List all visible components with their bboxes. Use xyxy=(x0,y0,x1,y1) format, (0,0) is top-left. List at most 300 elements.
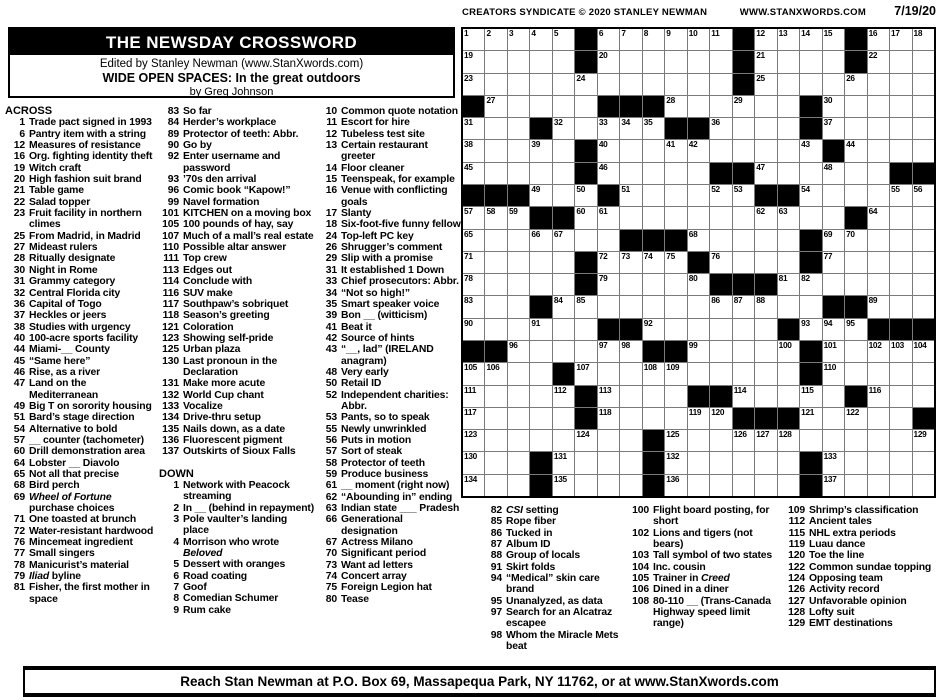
grid-cell[interactable] xyxy=(913,274,934,295)
grid-cell[interactable] xyxy=(800,29,821,50)
grid-cell[interactable] xyxy=(530,163,551,184)
grid-cell[interactable] xyxy=(688,207,709,228)
grid-cell[interactable] xyxy=(890,408,911,429)
grid-cell[interactable] xyxy=(508,74,529,95)
grid-cell[interactable] xyxy=(823,74,844,95)
grid-cell[interactable] xyxy=(530,408,551,429)
grid-cell[interactable] xyxy=(665,185,686,206)
grid-cell[interactable] xyxy=(665,252,686,273)
grid-cell[interactable] xyxy=(643,29,664,50)
grid-cell[interactable] xyxy=(688,29,709,50)
grid-cell[interactable] xyxy=(755,207,776,228)
grid-cell[interactable] xyxy=(890,363,911,384)
grid-cell[interactable] xyxy=(598,452,619,473)
grid-cell[interactable] xyxy=(643,274,664,295)
grid-cell[interactable] xyxy=(755,452,776,473)
grid-cell[interactable] xyxy=(778,163,799,184)
grid-cell[interactable] xyxy=(620,207,641,228)
grid-cell[interactable] xyxy=(665,475,686,496)
grid-cell[interactable] xyxy=(508,452,529,473)
grid-cell[interactable] xyxy=(643,386,664,407)
grid-cell[interactable] xyxy=(913,296,934,317)
grid-cell[interactable] xyxy=(553,185,574,206)
grid-cell[interactable] xyxy=(598,230,619,251)
grid-cell[interactable] xyxy=(710,140,731,161)
grid-cell[interactable] xyxy=(665,452,686,473)
grid-cell[interactable] xyxy=(868,51,889,72)
grid-cell[interactable] xyxy=(665,140,686,161)
grid-cell[interactable] xyxy=(643,118,664,139)
grid-cell[interactable] xyxy=(463,452,484,473)
grid-cell[interactable] xyxy=(823,274,844,295)
grid-cell[interactable] xyxy=(485,29,506,50)
grid-cell[interactable] xyxy=(688,274,709,295)
grid-cell[interactable] xyxy=(508,408,529,429)
grid-cell[interactable] xyxy=(598,341,619,362)
grid-cell[interactable] xyxy=(598,29,619,50)
grid-cell[interactable] xyxy=(508,252,529,273)
grid-cell[interactable] xyxy=(890,274,911,295)
grid-cell[interactable] xyxy=(890,140,911,161)
grid-cell[interactable] xyxy=(485,51,506,72)
grid-cell[interactable] xyxy=(553,140,574,161)
grid-cell[interactable] xyxy=(913,29,934,50)
grid-cell[interactable] xyxy=(778,341,799,362)
grid-cell[interactable] xyxy=(485,252,506,273)
grid-cell[interactable] xyxy=(530,29,551,50)
grid-cell[interactable] xyxy=(778,252,799,273)
grid-cell[interactable] xyxy=(845,118,866,139)
grid-cell[interactable] xyxy=(463,430,484,451)
grid-cell[interactable] xyxy=(755,430,776,451)
grid-cell[interactable] xyxy=(688,185,709,206)
grid-cell[interactable] xyxy=(778,363,799,384)
grid-cell[interactable] xyxy=(643,252,664,273)
grid-cell[interactable] xyxy=(530,230,551,251)
grid-cell[interactable] xyxy=(485,408,506,429)
grid-cell[interactable] xyxy=(643,163,664,184)
grid-cell[interactable] xyxy=(530,319,551,340)
grid-cell[interactable] xyxy=(800,430,821,451)
grid-cell[interactable] xyxy=(463,140,484,161)
grid-cell[interactable] xyxy=(485,74,506,95)
grid-cell[interactable] xyxy=(823,163,844,184)
grid-cell[interactable] xyxy=(620,140,641,161)
grid-cell[interactable] xyxy=(643,408,664,429)
grid-cell[interactable] xyxy=(845,475,866,496)
grid-cell[interactable] xyxy=(778,475,799,496)
grid-cell[interactable] xyxy=(688,408,709,429)
grid-cell[interactable] xyxy=(845,363,866,384)
grid-cell[interactable] xyxy=(688,230,709,251)
grid-cell[interactable] xyxy=(553,430,574,451)
grid-cell[interactable] xyxy=(733,296,754,317)
grid-cell[interactable] xyxy=(778,118,799,139)
grid-cell[interactable] xyxy=(620,408,641,429)
grid-cell[interactable] xyxy=(845,319,866,340)
grid-cell[interactable] xyxy=(530,74,551,95)
grid-cell[interactable] xyxy=(665,207,686,228)
grid-cell[interactable] xyxy=(553,386,574,407)
grid-cell[interactable] xyxy=(778,29,799,50)
grid-cell[interactable] xyxy=(890,29,911,50)
grid-cell[interactable] xyxy=(755,475,776,496)
grid-cell[interactable] xyxy=(755,341,776,362)
grid-cell[interactable] xyxy=(485,363,506,384)
grid-cell[interactable] xyxy=(778,274,799,295)
grid-cell[interactable] xyxy=(800,207,821,228)
grid-cell[interactable] xyxy=(800,163,821,184)
grid-cell[interactable] xyxy=(823,319,844,340)
grid-cell[interactable] xyxy=(643,296,664,317)
grid-cell[interactable] xyxy=(890,230,911,251)
grid-cell[interactable] xyxy=(733,452,754,473)
grid-cell[interactable] xyxy=(733,386,754,407)
grid-cell[interactable] xyxy=(823,452,844,473)
grid-cell[interactable] xyxy=(688,363,709,384)
grid-cell[interactable] xyxy=(710,363,731,384)
grid-cell[interactable] xyxy=(508,475,529,496)
grid-cell[interactable] xyxy=(463,363,484,384)
grid-cell[interactable] xyxy=(575,74,596,95)
grid-cell[interactable] xyxy=(620,430,641,451)
grid-cell[interactable] xyxy=(710,96,731,117)
grid-cell[interactable] xyxy=(553,29,574,50)
grid-cell[interactable] xyxy=(845,230,866,251)
grid-cell[interactable] xyxy=(890,341,911,362)
grid-cell[interactable] xyxy=(530,185,551,206)
grid-cell[interactable] xyxy=(665,163,686,184)
grid-cell[interactable] xyxy=(485,163,506,184)
grid-cell[interactable] xyxy=(868,96,889,117)
grid-cell[interactable] xyxy=(733,252,754,273)
grid-cell[interactable] xyxy=(463,386,484,407)
grid-cell[interactable] xyxy=(463,74,484,95)
grid-cell[interactable] xyxy=(553,296,574,317)
grid-cell[interactable] xyxy=(575,207,596,228)
grid-cell[interactable] xyxy=(710,341,731,362)
grid-cell[interactable] xyxy=(575,452,596,473)
grid-cell[interactable] xyxy=(823,386,844,407)
grid-cell[interactable] xyxy=(485,475,506,496)
grid-cell[interactable] xyxy=(868,163,889,184)
grid-cell[interactable] xyxy=(463,29,484,50)
grid-cell[interactable] xyxy=(688,319,709,340)
grid-cell[interactable] xyxy=(463,408,484,429)
grid-cell[interactable] xyxy=(688,74,709,95)
grid-cell[interactable] xyxy=(485,96,506,117)
grid-cell[interactable] xyxy=(755,74,776,95)
grid-cell[interactable] xyxy=(463,163,484,184)
grid-cell[interactable] xyxy=(800,296,821,317)
grid-cell[interactable] xyxy=(823,363,844,384)
grid-cell[interactable] xyxy=(688,96,709,117)
grid-cell[interactable] xyxy=(553,475,574,496)
grid-cell[interactable] xyxy=(665,386,686,407)
grid-cell[interactable] xyxy=(733,118,754,139)
grid-cell[interactable] xyxy=(755,118,776,139)
grid-cell[interactable] xyxy=(755,230,776,251)
grid-cell[interactable] xyxy=(733,475,754,496)
grid-cell[interactable] xyxy=(823,408,844,429)
grid-cell[interactable] xyxy=(755,140,776,161)
grid-cell[interactable] xyxy=(485,296,506,317)
grid-cell[interactable] xyxy=(800,386,821,407)
grid-cell[interactable] xyxy=(575,319,596,340)
grid-cell[interactable] xyxy=(755,386,776,407)
grid-cell[interactable] xyxy=(710,319,731,340)
grid-cell[interactable] xyxy=(755,319,776,340)
grid-cell[interactable] xyxy=(868,296,889,317)
grid-cell[interactable] xyxy=(665,29,686,50)
grid-cell[interactable] xyxy=(755,252,776,273)
grid-cell[interactable] xyxy=(845,74,866,95)
grid-cell[interactable] xyxy=(868,386,889,407)
grid-cell[interactable] xyxy=(755,96,776,117)
grid-cell[interactable] xyxy=(800,51,821,72)
grid-cell[interactable] xyxy=(868,430,889,451)
grid-cell[interactable] xyxy=(890,475,911,496)
grid-cell[interactable] xyxy=(868,118,889,139)
grid-cell[interactable] xyxy=(778,51,799,72)
grid-cell[interactable] xyxy=(530,386,551,407)
grid-cell[interactable] xyxy=(868,140,889,161)
grid-cell[interactable] xyxy=(913,430,934,451)
grid-cell[interactable] xyxy=(913,96,934,117)
grid-cell[interactable] xyxy=(508,207,529,228)
grid-cell[interactable] xyxy=(913,452,934,473)
grid-cell[interactable] xyxy=(913,51,934,72)
grid-cell[interactable] xyxy=(485,118,506,139)
grid-cell[interactable] xyxy=(485,140,506,161)
grid-cell[interactable] xyxy=(688,163,709,184)
grid-cell[interactable] xyxy=(620,163,641,184)
grid-cell[interactable] xyxy=(463,51,484,72)
grid-cell[interactable] xyxy=(508,386,529,407)
grid-cell[interactable] xyxy=(485,274,506,295)
grid-cell[interactable] xyxy=(868,29,889,50)
grid-cell[interactable] xyxy=(890,452,911,473)
grid-cell[interactable] xyxy=(665,296,686,317)
grid-cell[interactable] xyxy=(485,430,506,451)
grid-cell[interactable] xyxy=(688,140,709,161)
grid-cell[interactable] xyxy=(868,363,889,384)
grid-cell[interactable] xyxy=(463,274,484,295)
grid-cell[interactable] xyxy=(485,319,506,340)
grid-cell[interactable] xyxy=(755,163,776,184)
grid-cell[interactable] xyxy=(508,319,529,340)
grid-cell[interactable] xyxy=(575,185,596,206)
grid-cell[interactable] xyxy=(823,252,844,273)
grid-cell[interactable] xyxy=(620,252,641,273)
grid-cell[interactable] xyxy=(710,475,731,496)
grid-cell[interactable] xyxy=(710,296,731,317)
grid-cell[interactable] xyxy=(530,363,551,384)
grid-cell[interactable] xyxy=(823,475,844,496)
grid-cell[interactable] xyxy=(890,296,911,317)
grid-cell[interactable] xyxy=(665,363,686,384)
grid-cell[interactable] xyxy=(643,319,664,340)
grid-cell[interactable] xyxy=(755,29,776,50)
grid-cell[interactable] xyxy=(823,185,844,206)
grid-cell[interactable] xyxy=(733,140,754,161)
grid-cell[interactable] xyxy=(733,363,754,384)
grid-cell[interactable] xyxy=(778,74,799,95)
grid-cell[interactable] xyxy=(755,51,776,72)
grid-cell[interactable] xyxy=(868,185,889,206)
grid-cell[interactable] xyxy=(598,296,619,317)
grid-cell[interactable] xyxy=(665,274,686,295)
grid-cell[interactable] xyxy=(553,74,574,95)
grid-cell[interactable] xyxy=(823,118,844,139)
grid-cell[interactable] xyxy=(733,207,754,228)
grid-cell[interactable] xyxy=(778,230,799,251)
grid-cell[interactable] xyxy=(508,140,529,161)
grid-cell[interactable] xyxy=(800,319,821,340)
grid-cell[interactable] xyxy=(868,408,889,429)
grid-cell[interactable] xyxy=(463,319,484,340)
grid-cell[interactable] xyxy=(620,341,641,362)
grid-cell[interactable] xyxy=(710,452,731,473)
grid-cell[interactable] xyxy=(890,252,911,273)
grid-cell[interactable] xyxy=(620,29,641,50)
grid-cell[interactable] xyxy=(868,207,889,228)
grid-cell[interactable] xyxy=(913,341,934,362)
grid-cell[interactable] xyxy=(845,452,866,473)
grid-cell[interactable] xyxy=(913,185,934,206)
grid-cell[interactable] xyxy=(463,230,484,251)
grid-cell[interactable] xyxy=(508,29,529,50)
grid-cell[interactable] xyxy=(845,341,866,362)
grid-cell[interactable] xyxy=(778,96,799,117)
grid-cell[interactable] xyxy=(890,207,911,228)
grid-cell[interactable] xyxy=(553,452,574,473)
grid-cell[interactable] xyxy=(890,430,911,451)
grid-cell[interactable] xyxy=(913,140,934,161)
grid-cell[interactable] xyxy=(598,252,619,273)
grid-cell[interactable] xyxy=(845,185,866,206)
grid-cell[interactable] xyxy=(575,363,596,384)
grid-cell[interactable] xyxy=(778,140,799,161)
grid-cell[interactable] xyxy=(598,408,619,429)
grid-cell[interactable] xyxy=(800,185,821,206)
grid-cell[interactable] xyxy=(598,207,619,228)
grid-cell[interactable] xyxy=(598,51,619,72)
grid-cell[interactable] xyxy=(868,252,889,273)
grid-cell[interactable] xyxy=(823,51,844,72)
grid-cell[interactable] xyxy=(913,475,934,496)
grid-cell[interactable] xyxy=(530,430,551,451)
grid-cell[interactable] xyxy=(913,363,934,384)
grid-cell[interactable] xyxy=(665,430,686,451)
grid-cell[interactable] xyxy=(620,74,641,95)
grid-cell[interactable] xyxy=(620,452,641,473)
grid-cell[interactable] xyxy=(485,207,506,228)
grid-cell[interactable] xyxy=(868,341,889,362)
grid-cell[interactable] xyxy=(620,363,641,384)
grid-cell[interactable] xyxy=(913,74,934,95)
grid-cell[interactable] xyxy=(485,386,506,407)
grid-cell[interactable] xyxy=(598,140,619,161)
grid-cell[interactable] xyxy=(463,118,484,139)
grid-cell[interactable] xyxy=(463,296,484,317)
grid-cell[interactable] xyxy=(575,296,596,317)
grid-cell[interactable] xyxy=(553,408,574,429)
grid-cell[interactable] xyxy=(733,341,754,362)
grid-cell[interactable] xyxy=(508,230,529,251)
grid-cell[interactable] xyxy=(845,408,866,429)
grid-cell[interactable] xyxy=(508,96,529,117)
grid-cell[interactable] xyxy=(598,475,619,496)
grid-cell[interactable] xyxy=(530,274,551,295)
grid-cell[interactable] xyxy=(800,140,821,161)
grid-cell[interactable] xyxy=(463,475,484,496)
grid-cell[interactable] xyxy=(800,74,821,95)
grid-cell[interactable] xyxy=(508,430,529,451)
grid-cell[interactable] xyxy=(913,386,934,407)
grid-cell[interactable] xyxy=(733,230,754,251)
grid-cell[interactable] xyxy=(553,118,574,139)
grid-cell[interactable] xyxy=(913,252,934,273)
grid-cell[interactable] xyxy=(733,96,754,117)
grid-cell[interactable] xyxy=(575,430,596,451)
grid-cell[interactable] xyxy=(553,96,574,117)
grid-cell[interactable] xyxy=(710,51,731,72)
grid-cell[interactable] xyxy=(688,452,709,473)
grid-cell[interactable] xyxy=(755,296,776,317)
grid-cell[interactable] xyxy=(553,230,574,251)
grid-cell[interactable] xyxy=(890,51,911,72)
grid-cell[interactable] xyxy=(845,252,866,273)
grid-cell[interactable] xyxy=(508,341,529,362)
grid-cell[interactable] xyxy=(620,274,641,295)
grid-cell[interactable] xyxy=(890,118,911,139)
grid-cell[interactable] xyxy=(620,118,641,139)
grid-cell[interactable] xyxy=(643,140,664,161)
grid-cell[interactable] xyxy=(868,74,889,95)
grid-cell[interactable] xyxy=(845,163,866,184)
grid-cell[interactable] xyxy=(890,185,911,206)
grid-cell[interactable] xyxy=(643,363,664,384)
grid-cell[interactable] xyxy=(508,274,529,295)
grid-cell[interactable] xyxy=(823,207,844,228)
grid-cell[interactable] xyxy=(688,341,709,362)
grid-cell[interactable] xyxy=(598,386,619,407)
grid-cell[interactable] xyxy=(800,274,821,295)
grid-cell[interactable] xyxy=(530,341,551,362)
grid-cell[interactable] xyxy=(643,51,664,72)
grid-cell[interactable] xyxy=(463,207,484,228)
grid-cell[interactable] xyxy=(688,296,709,317)
grid-cell[interactable] xyxy=(710,252,731,273)
grid-cell[interactable] xyxy=(620,51,641,72)
grid-cell[interactable] xyxy=(463,252,484,273)
grid-cell[interactable] xyxy=(710,74,731,95)
grid-cell[interactable] xyxy=(530,96,551,117)
grid-cell[interactable] xyxy=(710,230,731,251)
grid-cell[interactable] xyxy=(688,430,709,451)
grid-cell[interactable] xyxy=(733,185,754,206)
grid-cell[interactable] xyxy=(508,163,529,184)
grid-cell[interactable] xyxy=(868,230,889,251)
grid-cell[interactable] xyxy=(598,74,619,95)
grid-cell[interactable] xyxy=(688,51,709,72)
grid-cell[interactable] xyxy=(778,207,799,228)
grid-cell[interactable] xyxy=(845,430,866,451)
grid-cell[interactable] xyxy=(665,96,686,117)
grid-cell[interactable] xyxy=(485,452,506,473)
grid-cell[interactable] xyxy=(913,207,934,228)
